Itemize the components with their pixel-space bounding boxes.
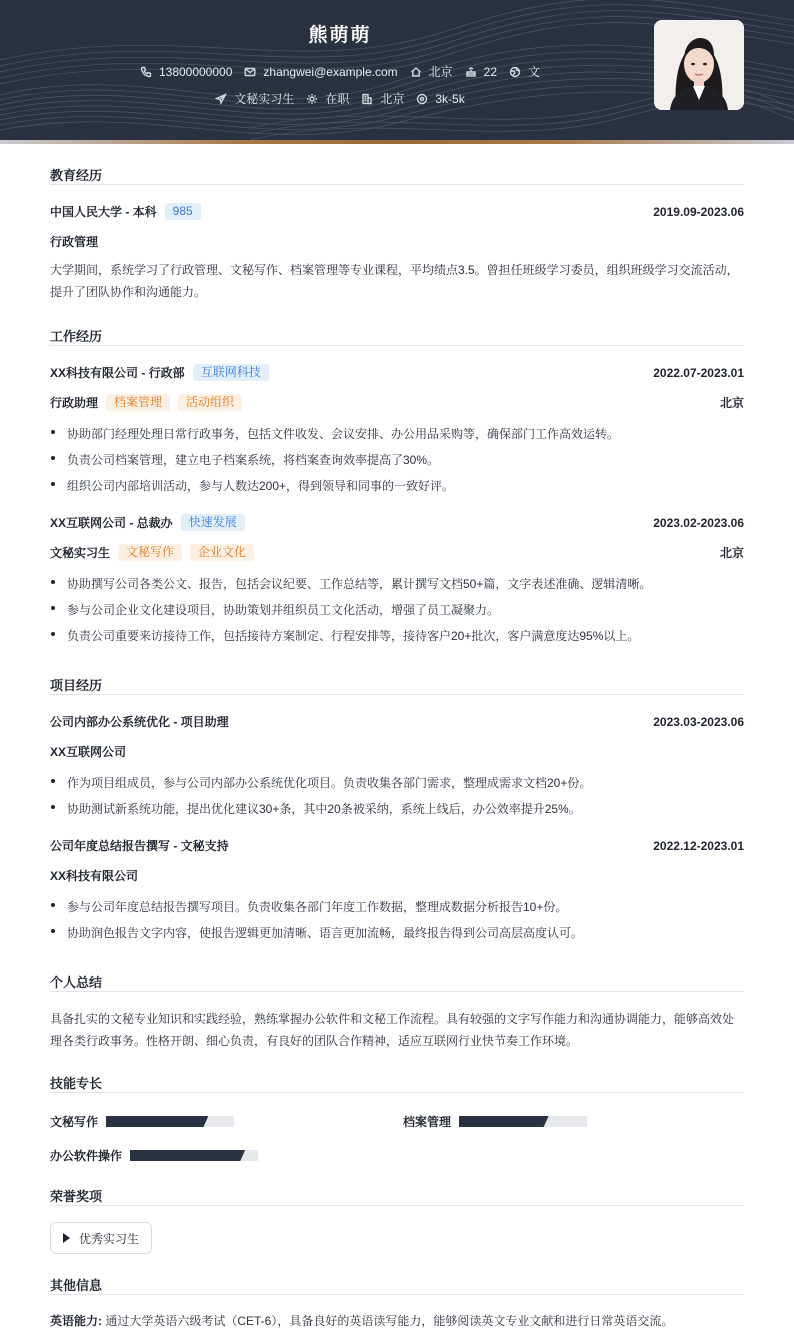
project-name: 公司内部办公系统优化 - 项目助理 xyxy=(50,715,229,729)
work-role-row xyxy=(50,544,744,561)
section-divider xyxy=(50,1092,744,1093)
hometown-text: 北京 xyxy=(428,65,453,79)
education-description: 大学期间，系统学习了行政管理、文秘写作、档案管理等专业课程，平均绩点3.5。曾担任班级学习委员，组织班级学习交流活动，提升了团队协作和沟通能力。 xyxy=(50,263,739,299)
skills-title: 技能专长 xyxy=(50,1076,103,1091)
section-divider xyxy=(50,1294,744,1295)
project-org-row xyxy=(50,743,744,760)
work-bullet: 参与公司企业文化建设项目，协助策划并组织员工文化活动，增强了员工凝聚力。 xyxy=(50,601,744,618)
ethnicity-text: 文 xyxy=(528,65,541,79)
skill-bar xyxy=(130,1150,258,1161)
salary-text: 3k-5k xyxy=(435,91,465,106)
project-header xyxy=(50,837,744,854)
skill-name: 文秘写作 xyxy=(50,1115,99,1129)
mail-icon xyxy=(244,66,256,78)
work-bullet: 协助撰写公司各类公文、报告，包括会议纪要、工作总结等，累计撰写文档50+篇，文字表述准确、逻辑清晰。 xyxy=(50,575,744,592)
project-bullet: 参与公司年度总结报告撰写项目。负责收集各部门年度工作数据，整理成数据分析报告10+份。 xyxy=(50,898,744,915)
work-bullet: 组织公司内部培训活动，参与人数达200+，得到领导和同事的一致好评。 xyxy=(50,477,744,494)
job-role: 文秘实习生 xyxy=(50,546,111,560)
education-header xyxy=(50,203,744,220)
company-name: XX科技有限公司 - 行政部 xyxy=(50,366,185,380)
profile-photo xyxy=(654,20,744,110)
company-name: XX互联网公司 - 总裁办 xyxy=(50,516,173,530)
english-label: 英语能力: xyxy=(50,1314,102,1328)
skill-item xyxy=(50,1147,258,1164)
work-date: 2022.07-2023.01 xyxy=(653,365,744,380)
project-date: 2023.03-2023.06 xyxy=(653,714,744,729)
age-item xyxy=(465,65,497,79)
project-header xyxy=(50,713,744,730)
project-bullet: 协助润色报告文字内容，使报告逻辑更加清晰、语言更加流畅，最终报告得到公司高层高度认可。 xyxy=(50,924,744,941)
skill-tag: 文秘写作 xyxy=(118,544,182,561)
company-tag: 互联网科技 xyxy=(193,364,269,381)
phone-icon xyxy=(140,66,152,78)
other-title: 其他信息 xyxy=(50,1278,103,1293)
job-role: 行政助理 xyxy=(50,396,99,410)
section-divider xyxy=(50,184,744,185)
candidate-name: 熊萌萌 xyxy=(308,25,372,46)
email-text: zhangwei@example.com xyxy=(263,64,398,79)
project-bullet: 作为项目组成员，参与公司内部办公系统优化项目。负责收集各部门需求，整理成需求文档20+份。 xyxy=(50,774,744,791)
project-date: 2022.12-2023.01 xyxy=(653,838,744,853)
skill-bar-fill xyxy=(106,1116,208,1127)
summary-text: 具备扎实的文秘专业知识和实践经验，熟练掌握办公软件和文秘工作流程。具有较强的文字写作能力和沟通协调能力，能够高效处理各类行政事务。性格开朗、细心负责，有良好的团队合作精神，适应互联网行业快节奏工作环境。 xyxy=(50,1012,735,1048)
skill-tag: 企业文化 xyxy=(190,544,254,561)
skill-bar xyxy=(106,1116,234,1127)
honor-label: 优秀实习生 xyxy=(79,1231,140,1246)
status-item xyxy=(306,90,349,107)
email-item xyxy=(244,65,397,79)
company-tag: 快速发展 xyxy=(181,514,245,531)
summary-title: 个人总结 xyxy=(50,975,103,990)
work-location: 北京 xyxy=(719,396,744,410)
phone-text: 13800000000 xyxy=(158,64,233,79)
work-item-header xyxy=(50,514,744,531)
project-org-row xyxy=(50,867,744,884)
skill-bar-fill xyxy=(130,1150,245,1161)
section-divider xyxy=(50,694,744,695)
skill-bar-fill xyxy=(459,1116,549,1127)
cake-icon xyxy=(465,66,477,78)
position-text: 文秘实习生 xyxy=(234,92,295,106)
skill-bar xyxy=(459,1116,587,1127)
status-text: 在职 xyxy=(325,92,350,106)
project-bullet: 协助测试新系统功能，提出优化建议30+条，其中20条被采纳，系统上线后，办公效率提升25%。 xyxy=(50,800,744,817)
target-icon xyxy=(416,93,428,105)
projects-title: 项目经历 xyxy=(50,678,103,693)
phone-item xyxy=(140,65,232,79)
city-item xyxy=(361,90,404,107)
age-text: 22 xyxy=(483,64,498,79)
skill-tag: 活动组织 xyxy=(178,394,242,411)
work-item-header xyxy=(50,364,744,381)
honor-item[interactable] xyxy=(50,1222,152,1254)
work-bullet: 负责公司档案管理，建立电子档案系统，将档案查询效率提高了30%。 xyxy=(50,451,744,468)
work-role-row xyxy=(50,394,744,411)
major-row xyxy=(50,233,744,250)
home-icon xyxy=(410,66,422,78)
project-org: XX互联网公司 xyxy=(50,745,127,759)
other-info-row xyxy=(50,1310,744,1332)
skill-item xyxy=(50,1113,234,1130)
education-date: 2019.09-2023.06 xyxy=(653,204,744,219)
resume-header xyxy=(0,0,794,140)
section-divider xyxy=(50,345,744,346)
skill-name: 档案管理 xyxy=(403,1115,452,1129)
skill-name: 办公软件操作 xyxy=(50,1149,123,1163)
english-text: 通过大学英语六级考试（CET-6），具备良好的英语读写能力，能够阅读英文专业文献和进行日常英语交流。 xyxy=(105,1314,674,1328)
gear-icon xyxy=(306,93,318,105)
portrait-image xyxy=(654,20,744,110)
school-tag: 985 xyxy=(165,203,201,220)
major-name: 行政管理 xyxy=(50,235,99,249)
section-divider xyxy=(50,1205,744,1206)
send-icon xyxy=(215,93,227,105)
project-org: XX科技有限公司 xyxy=(50,869,139,883)
city-text: 北京 xyxy=(380,92,405,106)
work-bullet: 负责公司重要来访接待工作，包括接待方案制定、行程安排等，接待客户20+批次，客户满意度达95%以上。 xyxy=(50,627,744,644)
job-intent-row xyxy=(0,90,680,107)
globe-icon xyxy=(509,66,521,78)
honors-title: 荣誉奖项 xyxy=(50,1189,103,1204)
work-date: 2023.02-2023.06 xyxy=(653,515,744,530)
position-item xyxy=(215,90,294,107)
school-name: 中国人民大学 - 本科 xyxy=(50,205,157,219)
project-name: 公司年度总结报告撰写 - 文秘支持 xyxy=(50,839,229,853)
hometown-item xyxy=(410,63,453,80)
skill-tag: 档案管理 xyxy=(106,394,170,411)
work-bullet: 协助部门经理处理日常行政事务，包括文件收发、会议安排、办公用品采购等，确保部门工作高效运转。 xyxy=(50,425,744,442)
work-location: 北京 xyxy=(719,546,744,560)
skill-item xyxy=(403,1113,587,1130)
contact-row xyxy=(0,63,680,80)
header-divider xyxy=(0,140,794,144)
section-divider xyxy=(50,991,744,992)
triangle-right-icon xyxy=(63,1233,70,1243)
ethnicity-item xyxy=(509,63,540,80)
education-title: 教育经历 xyxy=(50,168,103,183)
building-icon xyxy=(361,93,373,105)
salary-item xyxy=(416,92,464,106)
work-title: 工作经历 xyxy=(50,329,103,344)
